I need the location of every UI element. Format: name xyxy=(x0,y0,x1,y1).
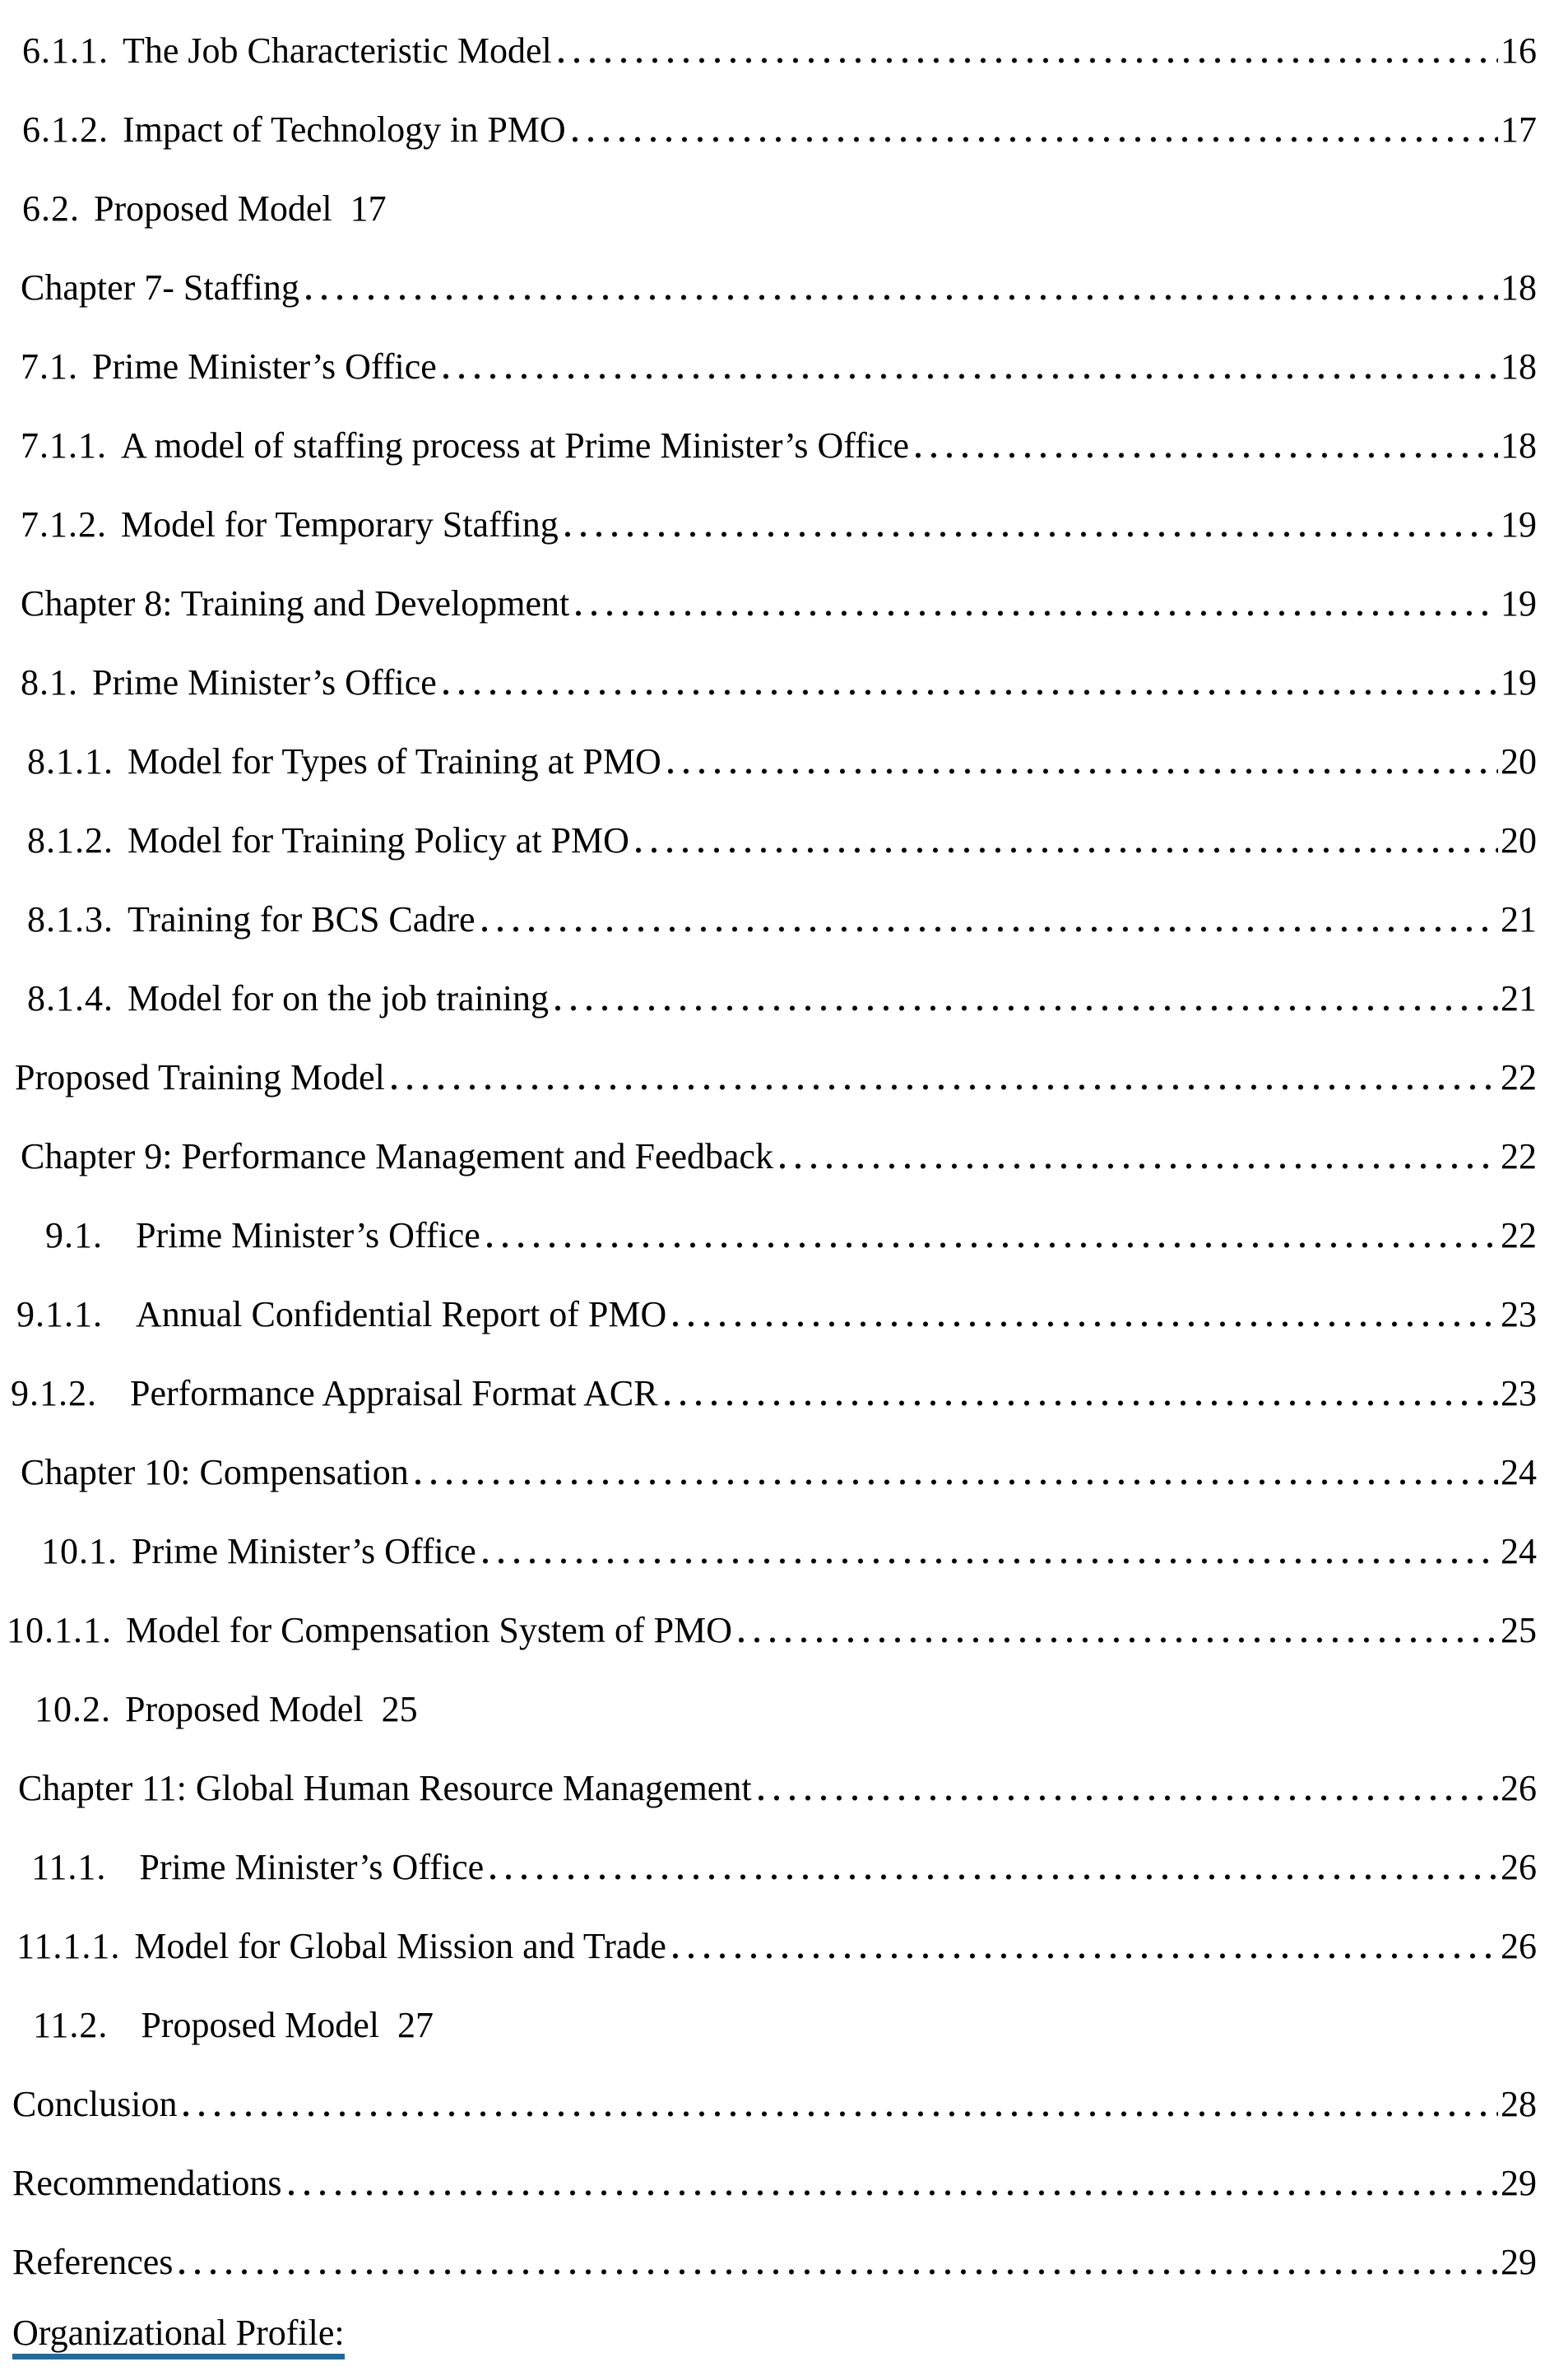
toc-entry[interactable] xyxy=(0,1265,1568,1344)
dot-leader xyxy=(636,847,1498,853)
toc-entry-title: Impact of Technology in PMO xyxy=(123,109,566,150)
toc-entry-title: A model of staffing process at Prime Minister’s Office xyxy=(121,425,910,466)
toc-entry[interactable] xyxy=(0,1423,1568,1502)
dot-leader xyxy=(559,58,1498,63)
dot-leader xyxy=(665,1400,1498,1406)
dot-leader xyxy=(306,295,1498,300)
toc-entry-number: 10.1. xyxy=(41,1531,118,1571)
toc-entry-number: 9.1. xyxy=(45,1215,103,1255)
toc-entry[interactable] xyxy=(0,1502,1568,1581)
toc-entry[interactable] xyxy=(0,554,1568,633)
dot-leader xyxy=(673,1953,1498,1959)
toc-entry[interactable] xyxy=(0,2055,1568,2134)
toc-entry-title: Model for Compensation System of PMO xyxy=(126,1610,732,1650)
toc-entry[interactable] xyxy=(0,476,1568,554)
toc-entry-page: 21 xyxy=(1501,978,1537,1018)
toc-entry-page: 17 xyxy=(350,188,387,229)
toc-entry-title: Proposed Model xyxy=(141,2005,380,2045)
toc-entry-title: Chapter 10: Compensation xyxy=(21,1452,409,1492)
toc-entry-page: 28 xyxy=(1501,2084,1537,2124)
toc-entry[interactable] xyxy=(0,870,1568,949)
toc-entry-number: 9.1.2. xyxy=(11,1373,97,1413)
toc-entry[interactable] xyxy=(0,1818,1568,1897)
toc-entry-page: 20 xyxy=(1501,741,1537,782)
dot-leader xyxy=(573,137,1498,142)
dot-leader xyxy=(482,926,1499,932)
toc-entry[interactable] xyxy=(0,239,1568,318)
toc-entry[interactable] xyxy=(0,1976,1568,2055)
toc-entry-number: 8.1.1. xyxy=(27,741,114,782)
toc-entry-page: 20 xyxy=(1501,820,1537,861)
toc-entry-number: 7.1. xyxy=(21,346,78,387)
toc-entry-title: Model for Temporary Staffing xyxy=(121,504,559,545)
dot-leader xyxy=(673,1321,1498,1327)
toc-entry-title: Chapter 11: Global Human Resource Management xyxy=(18,1768,752,1808)
toc-entry-page: 26 xyxy=(1501,1926,1537,1966)
toc-entry-title: References xyxy=(12,2242,174,2282)
toc-entry[interactable] xyxy=(0,81,1568,160)
toc-entry-title: Organizational Profile: xyxy=(12,2315,345,2359)
toc-entry-number: 7.1.1. xyxy=(21,425,107,466)
toc-entry-page: 19 xyxy=(1501,583,1537,624)
toc-entry-page: 22 xyxy=(1501,1136,1537,1176)
toc-entry-title: Annual Confidential Report of PMO xyxy=(136,1294,667,1334)
toc-entry-title: Prime Minister’s Office xyxy=(136,1215,480,1255)
toc-entry-page: 22 xyxy=(1501,1057,1537,1097)
toc-entry-number: 8.1.4. xyxy=(27,978,114,1018)
toc-entry-number: 6.2. xyxy=(22,188,80,229)
dot-leader xyxy=(179,2269,1498,2275)
dot-leader xyxy=(415,1479,1498,1485)
toc-entry-number: 7.1.2. xyxy=(21,504,107,545)
toc-entry-number: 8.1. xyxy=(21,662,78,703)
toc-entry-title: Proposed Model xyxy=(125,1689,364,1729)
toc-entry-page: 25 xyxy=(381,1689,418,1729)
toc-entry[interactable] xyxy=(0,2,1568,81)
toc-entry-page: 16 xyxy=(1501,30,1537,71)
toc-entry[interactable] xyxy=(0,712,1568,791)
toc-entry-number: 8.1.3. xyxy=(27,899,114,940)
toc-entry-page: 19 xyxy=(1501,504,1537,545)
dot-leader xyxy=(392,1084,1498,1090)
toc-entry[interactable] xyxy=(0,1897,1568,1976)
toc-entry-page: 18 xyxy=(1501,346,1537,387)
toc-entry[interactable] xyxy=(0,160,1568,239)
toc-entry[interactable] xyxy=(0,1660,1568,1739)
toc-entry[interactable] xyxy=(0,1028,1568,1107)
dot-leader xyxy=(565,531,1498,537)
toc-entry-title: Prime Minister’s Office xyxy=(139,1847,485,1887)
toc-entry-number: 11.1. xyxy=(31,1847,107,1887)
toc-entry[interactable] xyxy=(0,1739,1568,1818)
toc-entry-page: 18 xyxy=(1501,267,1537,308)
toc-entry-page: 24 xyxy=(1501,1452,1537,1492)
toc-entry-title: Training for BCS Cadre xyxy=(128,899,476,940)
toc-entry-number: 10.2. xyxy=(35,1689,111,1729)
toc-entry-page: 24 xyxy=(1501,1531,1537,1571)
toc-entry[interactable] xyxy=(0,1344,1568,1423)
toc-entry[interactable] xyxy=(0,1186,1568,1265)
dot-leader xyxy=(183,2111,1498,2117)
toc-entry[interactable] xyxy=(0,791,1568,870)
toc-entry[interactable] xyxy=(0,949,1568,1028)
toc-entry-title: Model for on the job training xyxy=(128,978,550,1018)
toc-entry-title: Proposed Training Model xyxy=(15,1057,385,1097)
toc-entry-title: Model for Training Policy at PMO xyxy=(128,820,629,861)
toc-entry[interactable] xyxy=(0,1581,1568,1660)
toc-entry-title: Conclusion xyxy=(12,2084,178,2124)
toc-entry-number: 10.1.1. xyxy=(7,1610,112,1650)
toc-entry-number: 6.1.1. xyxy=(22,30,109,71)
toc-entry[interactable] xyxy=(0,318,1568,397)
toc-entry-page: 26 xyxy=(1501,1847,1537,1887)
toc-entry-page: 23 xyxy=(1501,1294,1537,1334)
dot-leader xyxy=(576,610,1498,616)
toc-entry-title: Prime Minister’s Office xyxy=(92,662,437,703)
dot-leader xyxy=(483,1558,1498,1564)
toc-entry-page: 23 xyxy=(1501,1373,1537,1413)
dot-leader xyxy=(490,1874,1498,1880)
toc-entry-number: 9.1.1. xyxy=(16,1294,103,1334)
dot-leader xyxy=(780,1163,1498,1169)
toc-entry[interactable] xyxy=(0,633,1568,712)
toc-entry-page: 26 xyxy=(1501,1768,1537,1808)
toc-entry-title: Prime Minister’s Office xyxy=(132,1531,476,1571)
toc-entry-page: 27 xyxy=(397,2005,434,2045)
toc-entry-title: Chapter 8: Training and Development xyxy=(21,583,570,624)
toc-entry-page: 19 xyxy=(1501,662,1537,703)
toc-entry-number: 11.2. xyxy=(33,2005,109,2045)
toc-entry-title: Recommendations xyxy=(12,2163,282,2203)
toc-entry-page: 25 xyxy=(1501,1610,1537,1650)
toc-entry-number: 8.1.2. xyxy=(27,820,114,861)
toc-entry-title: Proposed Model xyxy=(94,188,332,229)
toc-entry[interactable] xyxy=(0,1107,1568,1186)
dot-leader xyxy=(739,1637,1498,1643)
toc-entry[interactable] xyxy=(0,397,1568,476)
dot-leader xyxy=(289,2190,1499,2196)
toc-entry-number: 11.1.1. xyxy=(16,1926,121,1966)
toc-entry-page: 29 xyxy=(1501,2163,1537,2203)
toc-entry-title: Model for Global Mission and Trade xyxy=(134,1926,666,1966)
dot-leader xyxy=(916,452,1498,458)
toc-entry-page: 21 xyxy=(1501,899,1537,940)
toc-entry-page: 18 xyxy=(1501,425,1537,466)
toc-entry-page: 29 xyxy=(1501,2242,1537,2282)
toc-entry[interactable] xyxy=(0,2134,1568,2213)
toc-entry[interactable] xyxy=(0,2213,1568,2292)
dot-leader xyxy=(555,1005,1498,1011)
dot-leader xyxy=(443,374,1498,379)
dot-leader xyxy=(758,1795,1498,1801)
toc-entry-title: Chapter 7- Staffing xyxy=(21,267,299,308)
toc-entry-title: Prime Minister’s Office xyxy=(92,346,437,387)
toc-entry-title: Performance Appraisal Format ACR xyxy=(130,1373,658,1413)
toc-entry-page: 17 xyxy=(1501,109,1537,150)
dot-leader xyxy=(443,689,1498,695)
toc-entry[interactable] xyxy=(0,2292,1568,2371)
dot-leader xyxy=(668,768,1498,774)
toc-entry-title: Chapter 9: Performance Management and Feedback xyxy=(21,1136,774,1176)
toc-entry-title: The Job Characteristic Model xyxy=(123,30,552,71)
dot-leader xyxy=(487,1242,1498,1248)
toc-entry-page: 22 xyxy=(1501,1215,1537,1255)
toc-entry-number: 6.1.2. xyxy=(22,109,109,150)
toc-entry-title: Model for Types of Training at PMO xyxy=(128,741,661,782)
